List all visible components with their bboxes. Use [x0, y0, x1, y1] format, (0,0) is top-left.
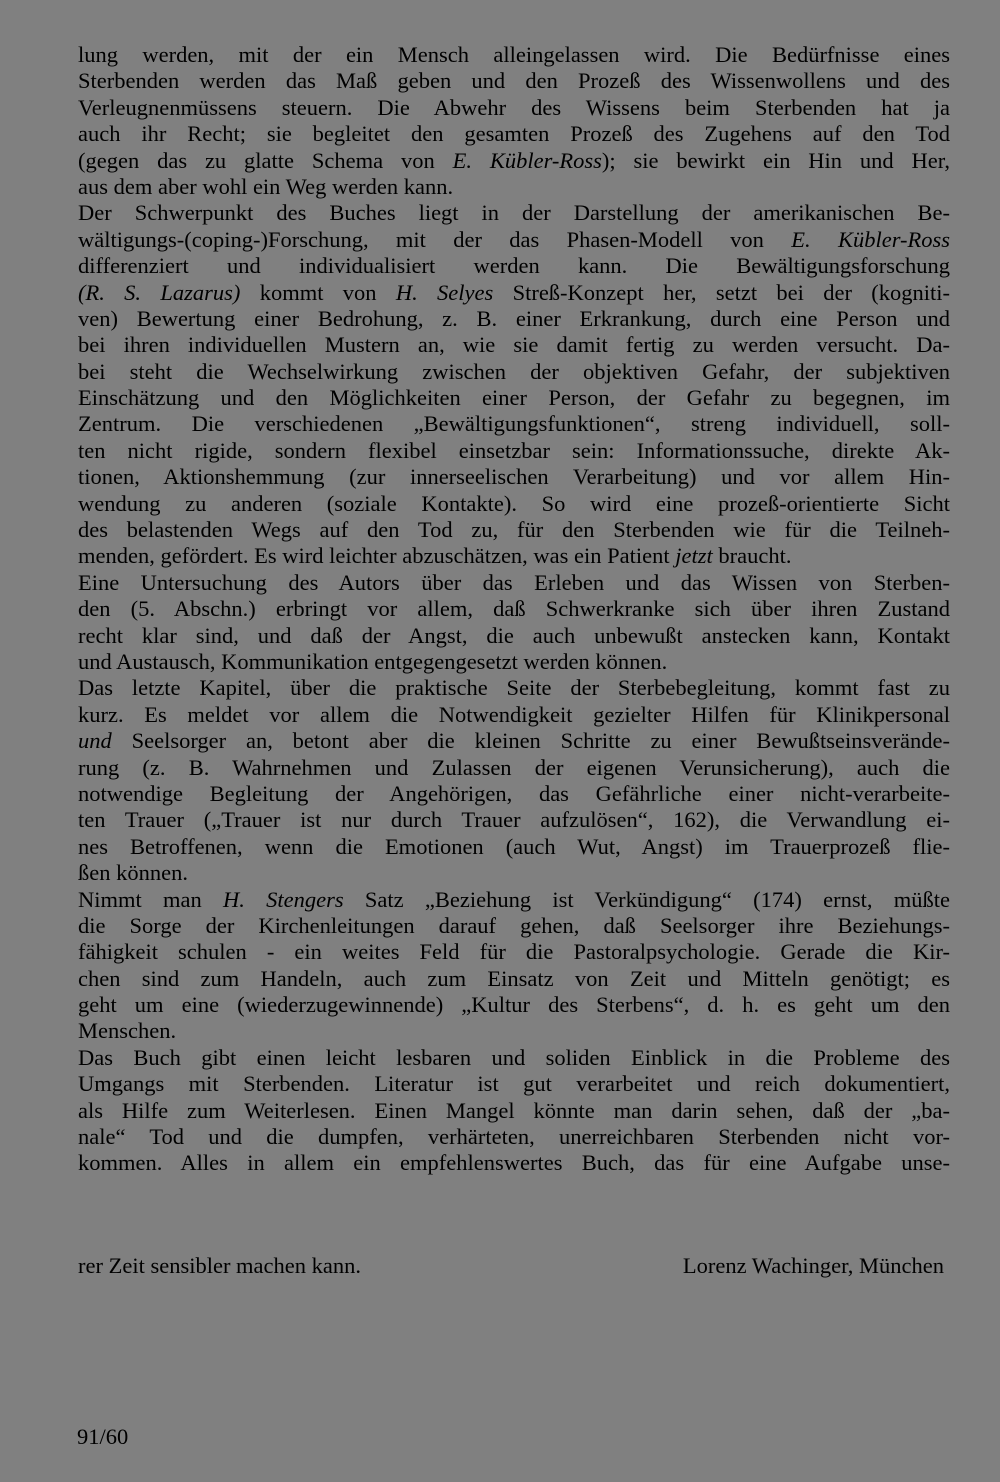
text-fragment: Einschätzung und den Möglichkeiten einer Person, der Gefahr zu begegnen, im: [78, 385, 950, 411]
text-line: [78, 649, 950, 675]
text-fragment: Das Buch gibt einen leicht lesbaren und soliden Einblick in die Probleme des: [78, 1044, 950, 1070]
italic-name: H. Selyes: [395, 279, 494, 305]
text-line: [78, 675, 950, 701]
text-fragment: als Hilfe zum Weiterlesen. Einen Mangel könnte man darin sehen, daß der „ba-: [78, 1097, 950, 1123]
text-fragment: geht um eine (wiederzugewinnende) „Kultur des Sterbens“, d. h. es geht um den: [78, 992, 950, 1018]
text-fragment: nes Betroffenen, wenn die Emotionen (auch Wut, Angst) im Trauerprozeß flie-: [78, 833, 950, 859]
text-fragment: auch ihr Recht; sie begleitet den gesamten Prozeß des Zugehens auf den Tod: [78, 121, 950, 147]
text-fragment: Satz „Beziehung ist Verkündigung“ (174) ernst, müßte: [343, 886, 950, 912]
text-fragment: nale“ Tod und die dumpfen, verhärteten, unerreichbaren Sterbenden nicht vor-: [78, 1124, 950, 1150]
italic-name: (R. S. Lazarus): [78, 279, 241, 305]
text-fragment: kommen. Alles in allem ein empfehlenswertes Buch, das für eine Aufgabe unse-: [78, 1150, 950, 1176]
text-line: [78, 834, 950, 860]
text-line: [78, 702, 950, 728]
text-line: [78, 939, 950, 965]
text-line: [78, 860, 950, 886]
text-fragment: den (5. Abschn.) erbringt vor allem, daß Schwerkranke sich über ihren Zustand: [78, 596, 950, 622]
text-line: [78, 95, 950, 121]
text-fragment: die Sorge der Kirchenleitungen darauf gehen, daß Seelsorger ihre Beziehungs-: [78, 912, 950, 938]
text-fragment: (gegen das zu glatte Schema von: [78, 147, 453, 173]
text-line: [78, 438, 950, 464]
text-line: [78, 253, 950, 279]
text-line: [78, 42, 950, 68]
reviewer-signature: Lorenz Wachinger, München: [682, 1253, 944, 1278]
text-line: [78, 623, 950, 649]
text-fragment: aus dem aber wohl ein Weg werden kann.: [78, 173, 454, 199]
final-line-text: rer Zeit sensibler machen kann.: [78, 1253, 362, 1278]
text-fragment: Verleugnenmüssens steuern. Die Abwehr des Wissens beim Sterbenden hat ja: [78, 94, 950, 120]
text-line: [78, 517, 950, 543]
text-fragment: tionen, Aktionshemmung (zur innerseelischen Verarbeitung) und vor allem Hin-: [78, 464, 950, 490]
text-line: [78, 913, 950, 939]
text-line: [78, 121, 950, 147]
text-fragment: ); sie bewirkt ein Hin und Her,: [601, 147, 950, 173]
text-fragment: braucht.: [712, 543, 792, 569]
text-line: [78, 332, 950, 358]
text-fragment: wältigungs-(coping-)Forschung, mit der das Phasen-Modell von: [78, 226, 792, 252]
text-line: [78, 200, 950, 226]
text-fragment: und Austausch, Kommunikation entgegengesetzt werden können.: [78, 648, 668, 674]
text-fragment: fähigkeit schulen - ein weites Feld für die Pastoralpsychologie. Gerade die Kir-: [78, 939, 950, 965]
text-fragment: ten nicht rigide, sondern flexibel einsetzbar sein: Informationssuche, direkte Ak-: [78, 437, 950, 463]
text-line: [78, 755, 950, 781]
text-fragment: Eine Untersuchung des Autors über das Erleben und das Wissen von Sterben-: [78, 569, 950, 595]
text-fragment: Das letzte Kapitel, über die praktische Seite der Sterbebegleitung, kommt fast zu: [78, 675, 950, 701]
text-line: [78, 1150, 950, 1176]
text-line: [78, 887, 950, 913]
text-fragment: notwendige Begleitung der Angehörigen, das Gefährliche einer nicht-verarbeite-: [78, 780, 950, 806]
text-line: [78, 1045, 950, 1071]
text-line: [78, 411, 950, 437]
final-line: [78, 1253, 950, 1279]
text-fragment: bei ihren individuellen Mustern an, wie sie damit fertig zu werden versucht. Da-: [78, 332, 950, 358]
text-fragment: ven) Bewertung einer Bedrohung, z. B. einer Erkrankung, durch eine Person und: [78, 305, 950, 331]
text-line: [78, 781, 950, 807]
review-text-body: [78, 42, 950, 1177]
text-fragment: recht klar sind, und daß der Angst, die auch unbewußt anstecken kann, Kontakt: [78, 622, 950, 648]
text-fragment: Zentrum. Die verschiedenen „Bewältigungsfunktionen“, streng individuell, soll-: [78, 411, 950, 437]
italic-name: und: [78, 728, 112, 754]
italic-name: E. Kübler-Ross: [452, 147, 602, 173]
text-line: [78, 807, 950, 833]
text-fragment: ten Trauer („Trauer ist nur durch Trauer aufzulösen“, 162), die Verwandlung ei-: [78, 807, 950, 833]
text-line: [78, 1124, 950, 1150]
text-fragment: Der Schwerpunkt des Buches liegt in der Darstellung der amerikanischen Be-: [78, 200, 950, 226]
text-line: [78, 491, 950, 517]
text-line: [78, 728, 950, 754]
text-line: [78, 543, 950, 569]
text-fragment: Umgangs mit Sterbenden. Literatur ist gut verarbeitet und reich dokumentiert,: [78, 1071, 950, 1097]
italic-name: H. Stengers: [223, 886, 344, 912]
text-line: [78, 992, 950, 1018]
text-line: [78, 1071, 950, 1097]
page-number: 91/60: [77, 1424, 129, 1449]
text-line: [78, 306, 950, 332]
text-line: [78, 359, 950, 385]
text-fragment: ßen können.: [78, 860, 188, 886]
text-line: [78, 385, 950, 411]
text-fragment: des belastenden Wegs auf den Tod zu, für den Sterbenden wie für die Teilneh-: [78, 517, 950, 543]
text-fragment: Nimmt man: [78, 886, 223, 912]
text-fragment: kurz. Es meldet vor allem die Notwendigkeit gezielter Hilfen für Klinikpersonal: [78, 701, 950, 727]
text-line: [78, 148, 950, 174]
text-line: [78, 1018, 950, 1044]
text-fragment: menden, gefördert. Es wird leichter abzuschätzen, was ein Patient: [78, 543, 676, 569]
text-fragment: chen sind zum Handeln, auch zum Einsatz von Zeit und Mitteln genötigt; es: [78, 965, 950, 991]
italic-name: jetzt: [675, 543, 713, 569]
text-fragment: wendung zu anderen (soziale Kontakte). So wird eine prozeß-orientierte Sicht: [78, 490, 950, 516]
text-fragment: kommt von: [240, 279, 396, 305]
text-fragment: rung (z. B. Wahrnehmen und Zulassen der eigenen Verunsicherung), auch die: [78, 754, 950, 780]
italic-name: E. Kübler-Ross: [791, 226, 950, 252]
text-line: [78, 570, 950, 596]
text-line: [78, 1098, 950, 1124]
text-line: [78, 227, 950, 253]
text-line: [78, 966, 950, 992]
text-fragment: Menschen.: [78, 1018, 177, 1044]
text-fragment: differenziert und individualisiert werden kann. Die Bewältigungsforschung: [78, 253, 950, 279]
text-fragment: Streß-Konzept her, setzt bei der (kogniti-: [493, 279, 950, 305]
text-fragment: Sterbenden werden das Maß geben und den Prozeß des Wissenwollens und des: [78, 68, 950, 94]
text-line: [78, 280, 950, 306]
text-line: [78, 596, 950, 622]
text-line: [78, 174, 950, 200]
text-fragment: bei steht die Wechselwirkung zwischen der objektiven Gefahr, der subjektiven: [78, 358, 950, 384]
text-line: [78, 68, 950, 94]
text-fragment: Seelsorger an, betont aber die kleinen Schritte zu einer Bewußtseinsverände-: [111, 728, 950, 754]
text-fragment: lung werden, mit der ein Mensch alleingelassen wird. Die Bedürfnisse eines: [78, 42, 950, 67]
text-line: [78, 464, 950, 490]
